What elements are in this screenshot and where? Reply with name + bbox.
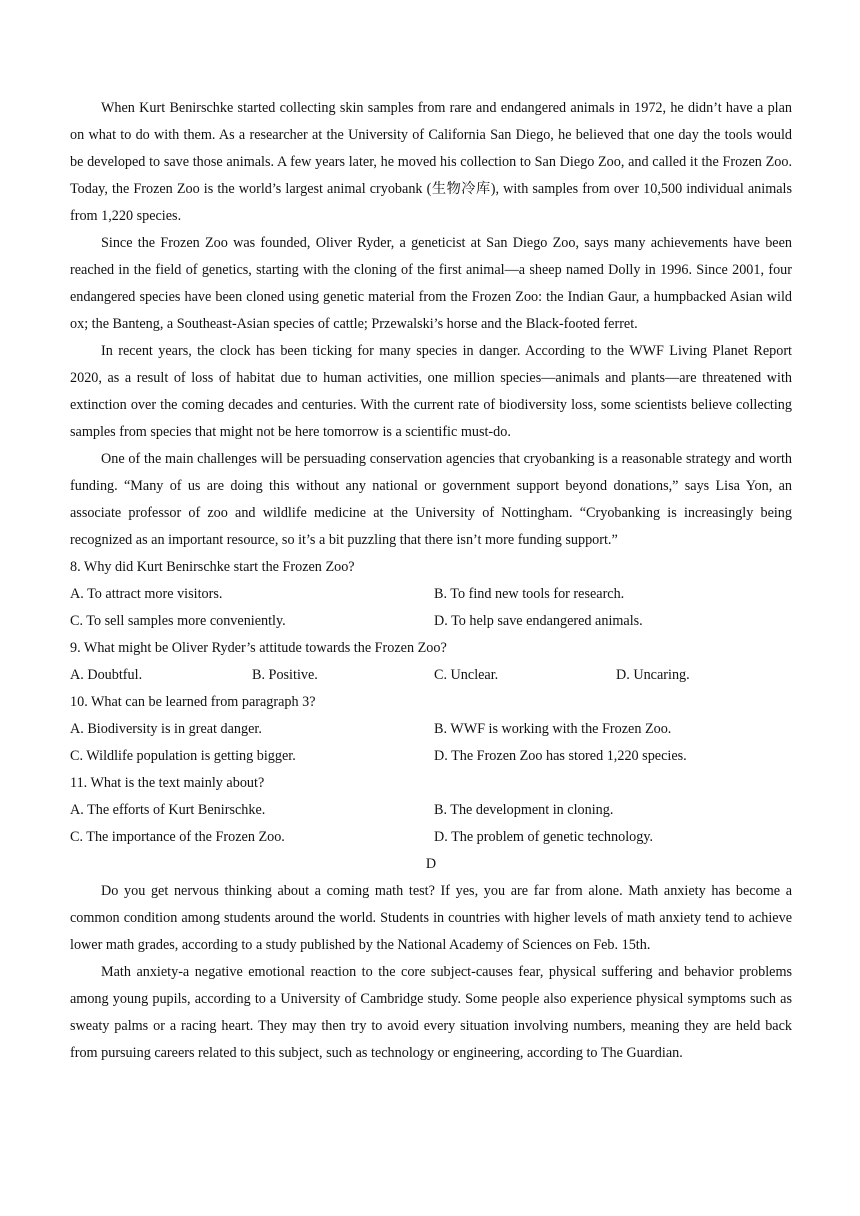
option-b: B. Positive. bbox=[252, 667, 318, 683]
paragraph: Since the Frozen Zoo was founded, Oliver Ryder, a geneticist at San Diego Zoo, says many achievements have been reached in the field of genetics, starting with the cloning of the first animal—a sheep named Dolly in 1996. Since 2001, four endangered species have been cloned using genetic material from the Frozen Zoo: the Indian Gaur, a humpbacked Asian wild ox; the Banteng, a Southeast-Asian species of cattle; Przewalski’s horse and the Black-footed ferret. bbox=[70, 235, 792, 332]
option-c: C. Wildlife population is getting bigger. bbox=[70, 748, 296, 764]
option-b: B. The development in cloning. bbox=[434, 802, 614, 818]
option-d: D. The problem of genetic technology. bbox=[434, 829, 654, 845]
passage-d bbox=[70, 851, 792, 1067]
option-c: C. The importance of the Frozen Zoo. bbox=[70, 829, 285, 845]
option-d: D. The Frozen Zoo has stored 1,220 species. bbox=[434, 748, 687, 764]
option-b: B. WWF is working with the Frozen Zoo. bbox=[434, 721, 672, 737]
paragraph: Math anxiety-a negative emotional reaction to the core subject-causes fear, physical suffering and behavior problems among young pupils, according to a University of Cambridge study. Some people also experience physical symptoms such as sweaty palms or a racing heart. They may then try to avoid every situation involving numbers, meaning they are held back from pursuing careers related to this subject, such as technology or engineering, according to The Guardian. bbox=[70, 964, 792, 1061]
question-stem: 8. Why did Kurt Benirschke start the Frozen Zoo? bbox=[70, 559, 355, 575]
question-10 bbox=[70, 689, 792, 770]
option-a: A. To attract more visitors. bbox=[70, 586, 223, 602]
question-stem: 10. What can be learned from paragraph 3? bbox=[70, 694, 316, 710]
option-b: B. To find new tools for research. bbox=[434, 586, 625, 602]
option-c: C. Unclear. bbox=[434, 667, 499, 683]
options bbox=[70, 716, 792, 770]
paragraph: Do you get nervous thinking about a coming math test? If yes, you are far from alone. Math anxiety has become a common condition among students around the world. Students in countries with higher levels of math anxiety tend to achieve lower math grades, according to a study published by the National Academy of Sciences on Feb. 15th. bbox=[70, 883, 792, 953]
options bbox=[70, 581, 792, 635]
option-a: A. Doubtful. bbox=[70, 667, 143, 683]
paragraph: One of the main challenges will be persuading conservation agencies that cryobanking is a reasonable strategy and worth funding. “Many of us are doing this without any national or government support beyond donations,” says Lisa Yon, an associate professor of zoo and wildlife medicine at the University of Nottingham. “Cryobanking is increasingly being recognized as an important resource, so it’s a bit puzzling that there isn’t more funding support.” bbox=[70, 451, 792, 548]
document-page bbox=[70, 95, 792, 1067]
options bbox=[70, 797, 792, 851]
question-11 bbox=[70, 770, 792, 851]
option-d: D. To help save endangered animals. bbox=[434, 613, 643, 629]
options bbox=[70, 662, 792, 689]
option-d: D. Uncaring. bbox=[616, 667, 690, 683]
paragraph: When Kurt Benirschke started collecting skin samples from rare and endangered animals in 1972, he didn’t have a plan on what to do with them. As a researcher at the University of California San Diego, he believed that one day the tools would be developed to save those animals. A few years later, he moved his collection to San Diego Zoo, and called it the Frozen Zoo. Today, the Frozen Zoo is the world’s largest animal cryobank (生物冷库), with samples from over 10,500 individual animals from 1,220 species. bbox=[70, 100, 792, 224]
passage-c bbox=[70, 95, 792, 554]
option-a: A. Biodiversity is in great danger. bbox=[70, 721, 262, 737]
option-c: C. To sell samples more conveniently. bbox=[70, 613, 286, 629]
question-stem: 11. What is the text mainly about? bbox=[70, 775, 265, 791]
section-label: D bbox=[425, 856, 437, 872]
question-9 bbox=[70, 635, 792, 689]
question-stem: 9. What might be Oliver Ryder’s attitude towards the Frozen Zoo? bbox=[70, 640, 447, 656]
question-8 bbox=[70, 554, 792, 635]
option-a: A. The efforts of Kurt Benirschke. bbox=[70, 802, 266, 818]
paragraph: In recent years, the clock has been ticking for many species in danger. According to the WWF Living Planet Report 2020, as a result of loss of habitat due to human activities, one million species—animals and plants—are threatened with extinction over the coming decades and centuries. With the current rate of biodiversity loss, some scientists believe collecting samples from species that might not be here tomorrow is a scientific must-do. bbox=[70, 343, 792, 440]
